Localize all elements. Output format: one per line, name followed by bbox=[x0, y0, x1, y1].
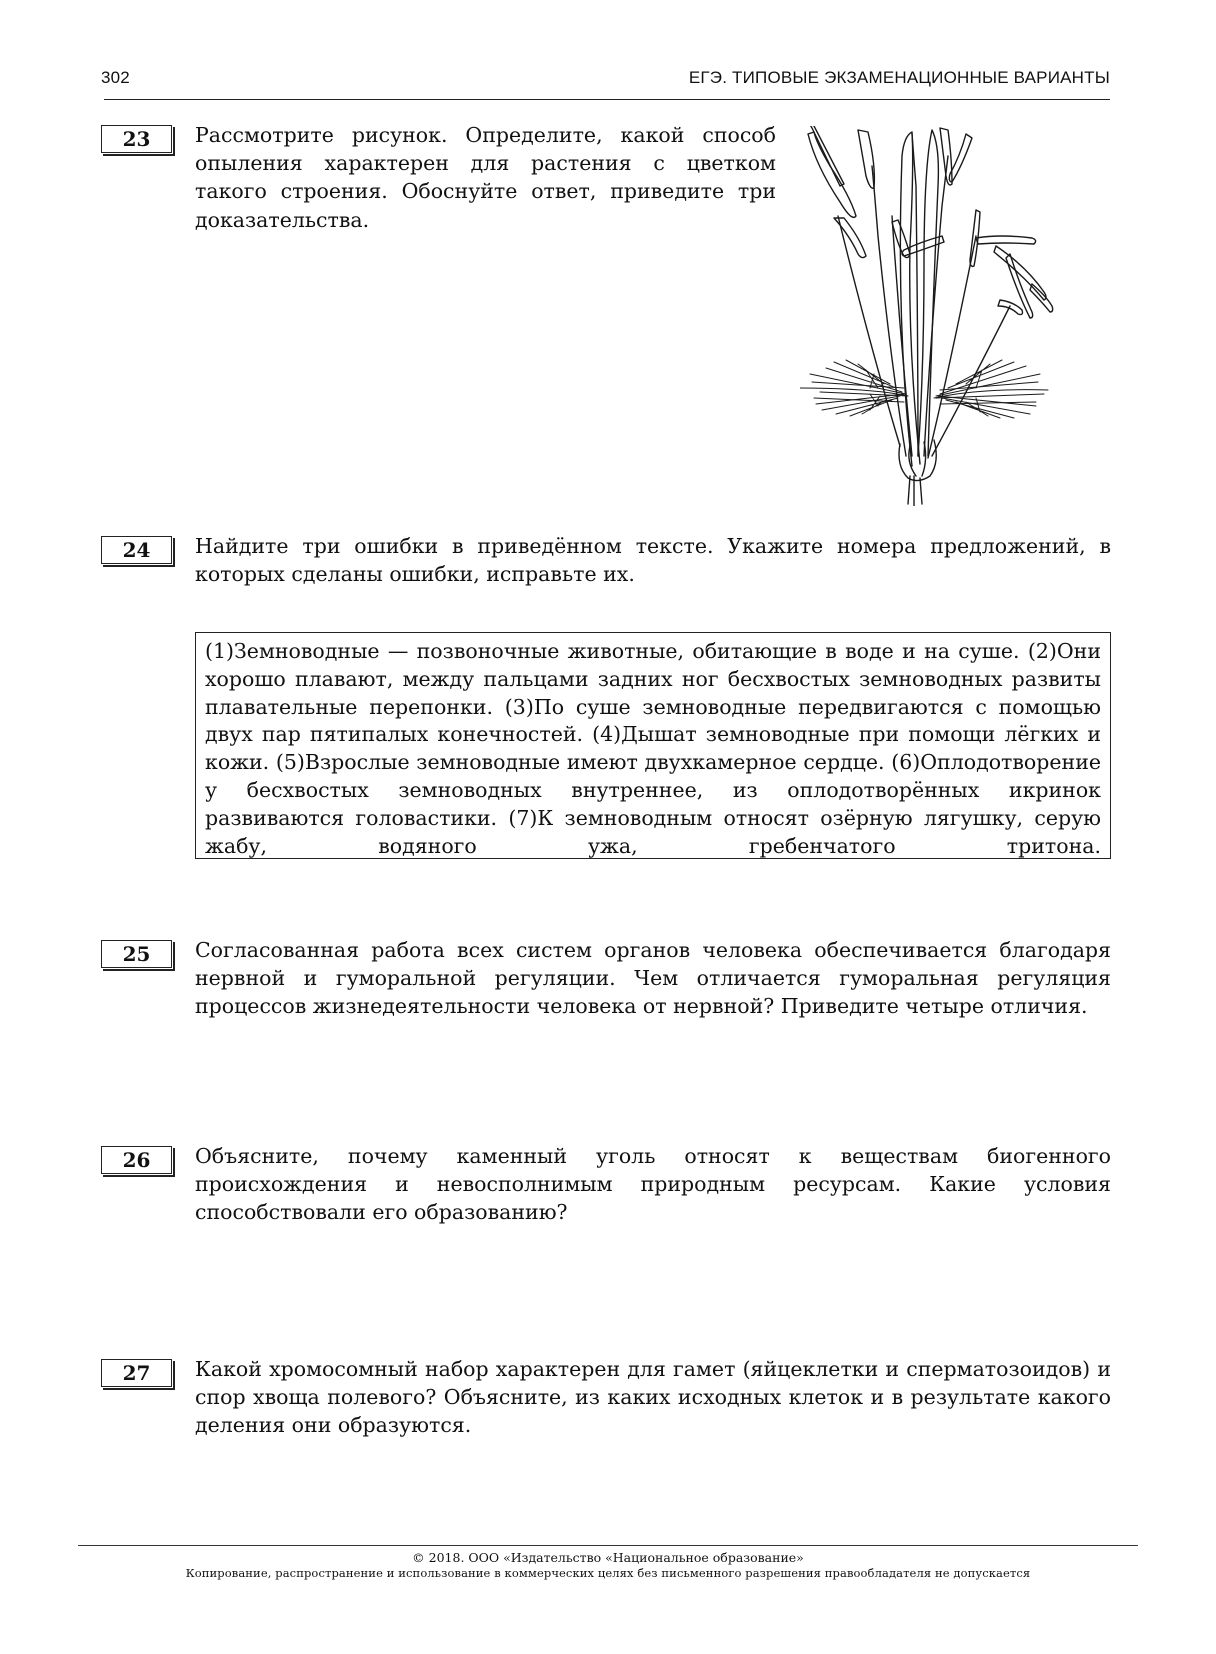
task-number-box: 23 bbox=[101, 125, 172, 153]
header-divider bbox=[104, 99, 1110, 100]
error-text-box bbox=[195, 632, 1111, 859]
wind-pollinated-flower-illustration bbox=[800, 126, 1110, 506]
task-number-box: 24 bbox=[101, 536, 172, 564]
task-question: Какой хромосомный набор характерен для гамет (яйцеклетки и сперматозоидов) и спор хвоща полевого? Объясните, из каких исходных клеток и в результате какого деления они образуются. bbox=[195, 1357, 1111, 1438]
footer-divider bbox=[78, 1545, 1138, 1546]
task-number-box: 25 bbox=[101, 940, 172, 968]
task-question: Рассмотрите рисунок. Определите, какой способ опыления характерен для растения с цветком такого строения. Обоснуйте ответ, приведите три доказательства. bbox=[195, 123, 776, 232]
running-title: ЕГЭ. ТИПОВЫЕ ЭКЗАМЕНАЦИОННЫЕ ВАРИАНТЫ bbox=[688, 68, 1110, 87]
footer-notice: Копирование, распространение и использование в коммерческих целях без письменного разрешения правообладателя не допускается bbox=[185, 1566, 1031, 1580]
task-question: Объясните, почему каменный уголь относят к веществам биогенного происхождения и невосполнимым природным ресурсам. Какие условия способствовали его образованию? bbox=[195, 1144, 1111, 1225]
footer-copyright: © 2018. ООО «Издательство «Национальное образование» bbox=[412, 1550, 804, 1565]
task-number-box: 27 bbox=[101, 1359, 172, 1387]
task-question: Согласованная работа всех систем органов человека обеспечивается благодаря нервной и гуморальной регуляции. Чем отличается гуморальная регуляция процессов жизнедеятельности человека от нервной? Приведите четыре отличия. bbox=[195, 938, 1111, 1019]
error-text-passage: (1)Земноводные — позвоночные животные, обитающие в воде и на суше. (2)Они хорошо плавают, между пальцами задних ног бесхвостых земноводных развиты плавательные перепонки. (3)По суше земноводные передвигаются с помощью двух пар пятипалых конечностей. (4)Дышат земноводные при помощи лёгких и кожи. (5)Взрослые земноводные имеют двухкамерное сердце. (6)Оплодотворение у бесхвостых земноводных внутреннее, из оплодотворённых икринок развиваются головастики. (7)К земноводным относят озёрную лягушку, серую жабу, водяного ужа, гребенчатого тритона. bbox=[205, 639, 1101, 858]
page-number: 302 bbox=[101, 68, 130, 87]
task-number-box: 26 bbox=[101, 1146, 172, 1174]
task-question: Найдите три ошибки в приведённом тексте. Укажите номера предложений, в которых сделаны ошибки, исправьте их. bbox=[195, 534, 1111, 587]
